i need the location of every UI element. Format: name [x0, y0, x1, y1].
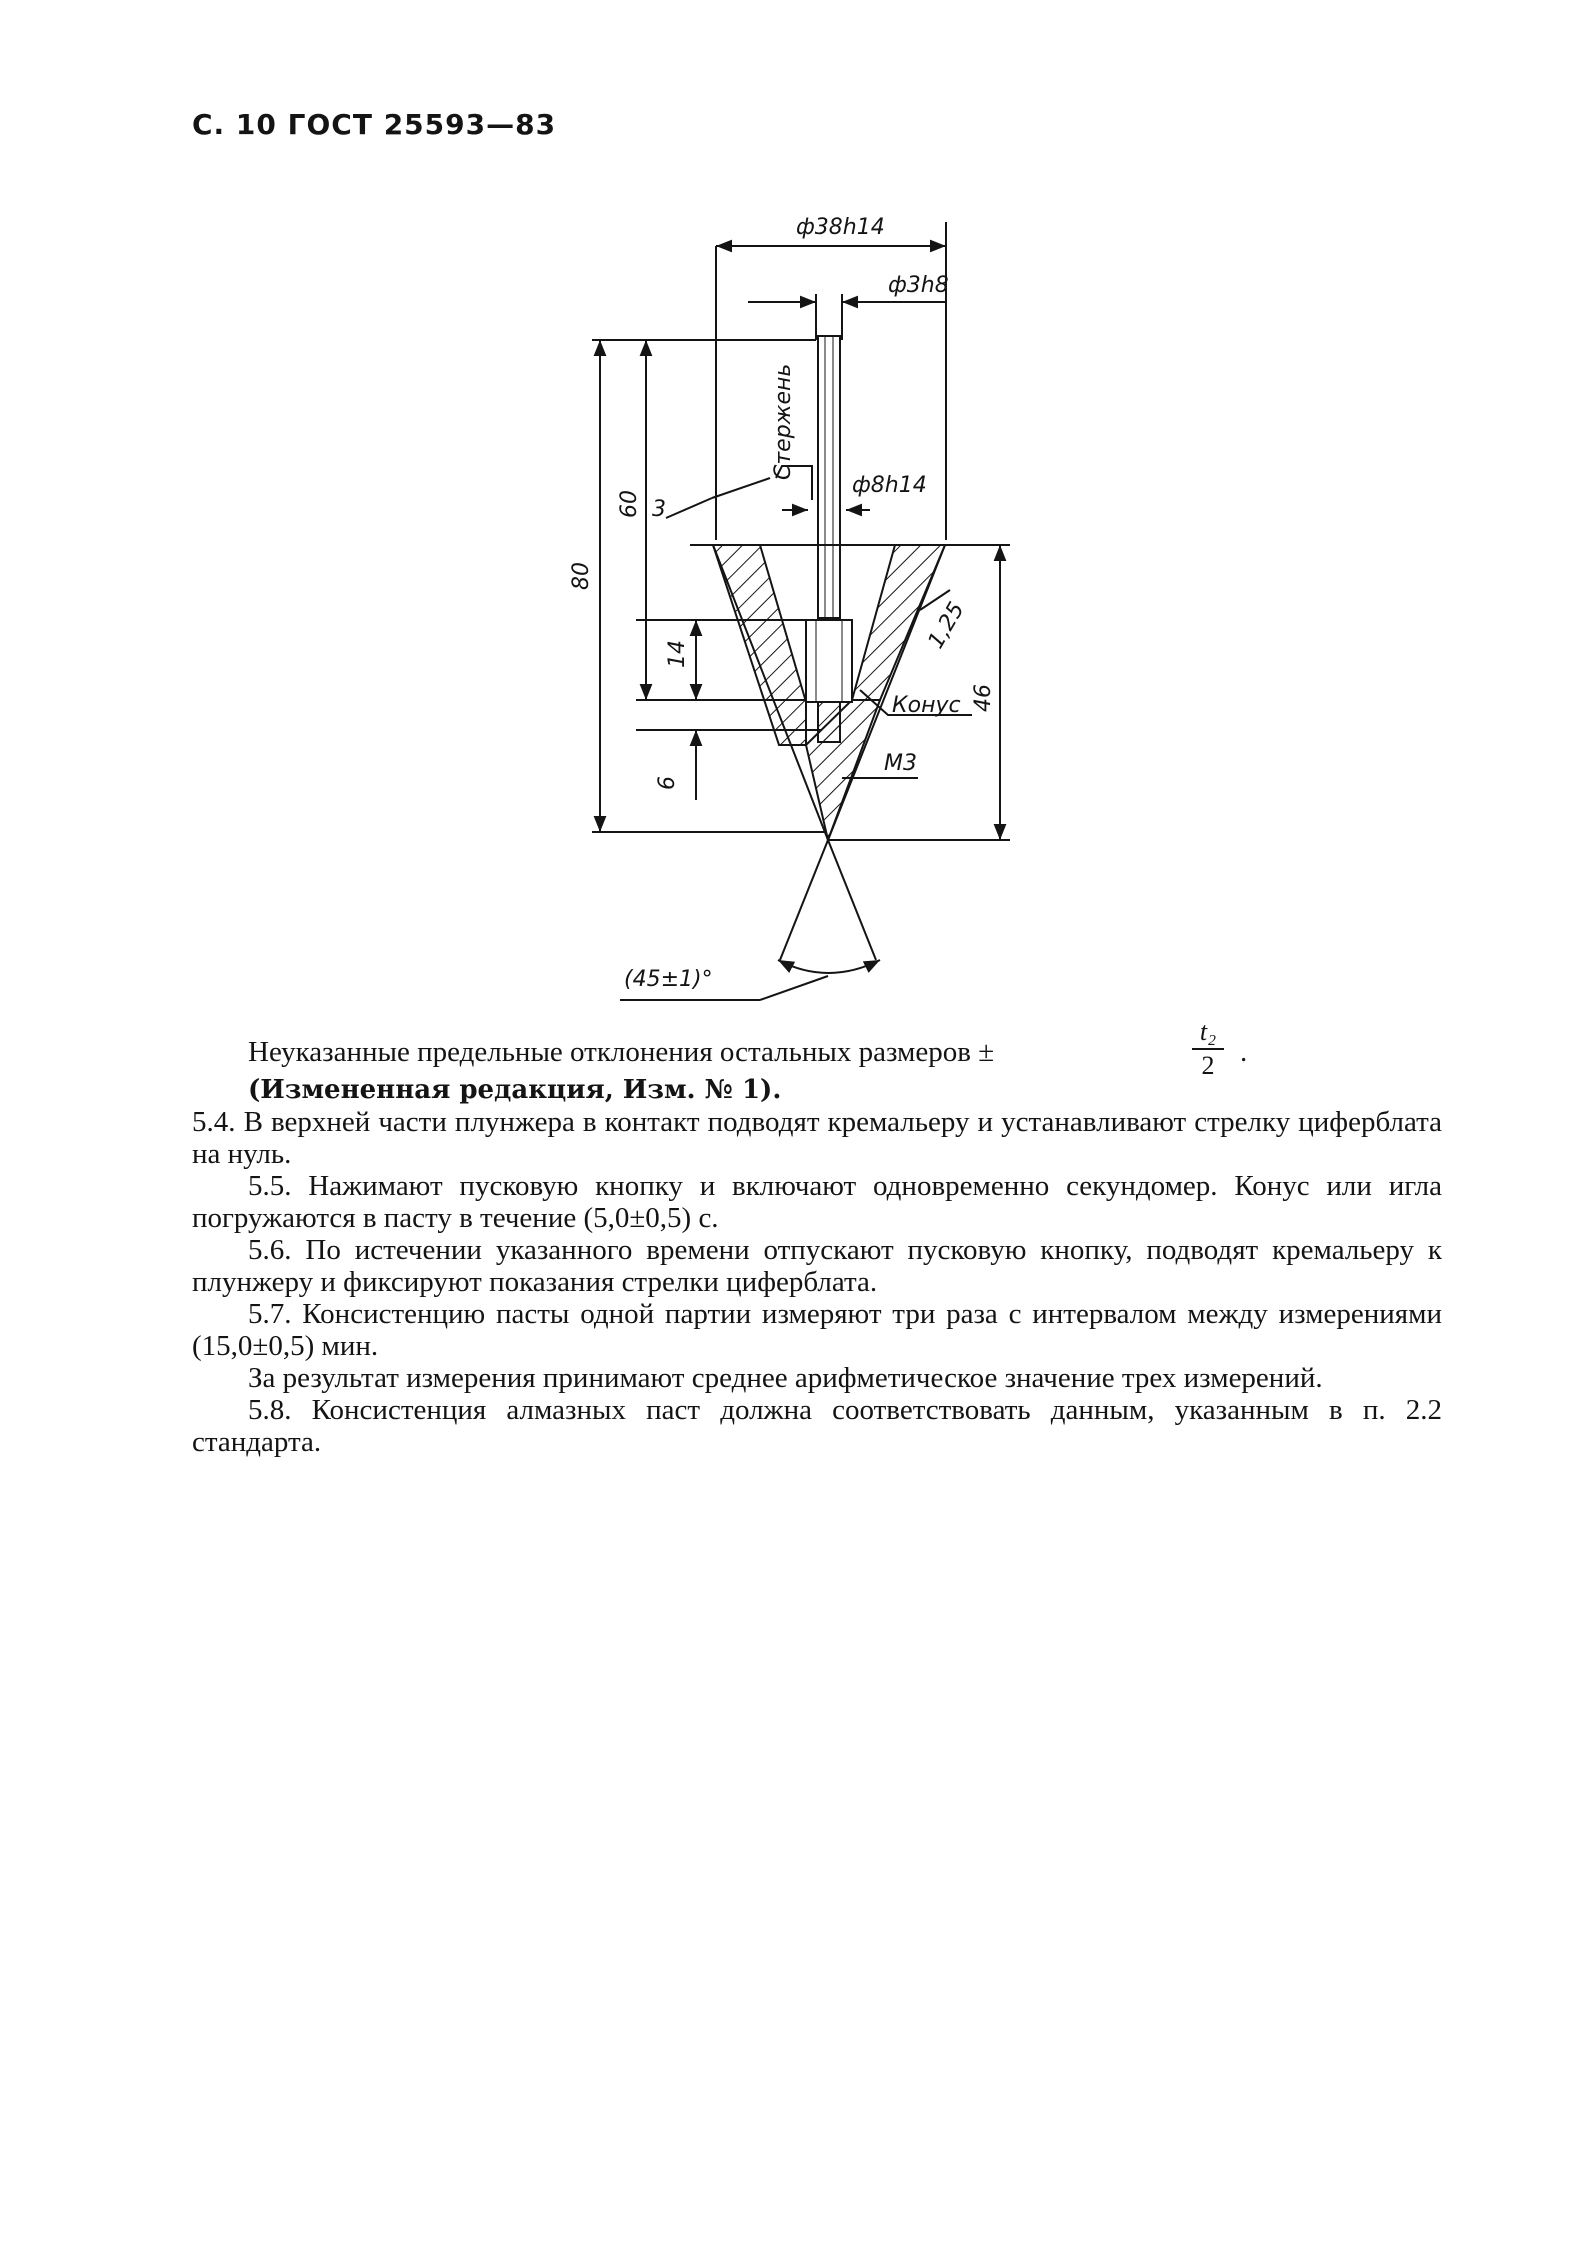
dim-3: 3: [652, 497, 666, 522]
note-period: .: [1240, 1036, 1248, 1068]
dim-6: 6: [655, 776, 680, 790]
amendment-note: (Измененная редакция, Изм. № 1).: [248, 1075, 782, 1105]
tolerance-note-text: Неуказанные предельные отклонения остальных размеров ±: [248, 1036, 995, 1068]
document-body: [192, 1017, 1442, 1458]
fraction-numerator: t₂: [1199, 1017, 1217, 1046]
page-header: С. 10 ГОСТ 25593—83: [192, 108, 557, 141]
label-rod: Стержень: [771, 363, 796, 480]
dim-outer-diameter: ф38h14: [796, 215, 885, 240]
tolerance-note: [248, 1017, 1442, 1080]
dim-14: 14: [665, 640, 690, 668]
dim-60: 60: [617, 490, 642, 518]
dim-sleeve-diameter: ф8h14: [852, 473, 927, 498]
label-thread: М3: [884, 751, 917, 776]
paragraph-5-4: 5.4. В верхней части плунжера в контакт подводят кремальеру и устанавливают стрелку циферблата на нуль.: [192, 1106, 1442, 1170]
cone-plunger-drawing: [560, 205, 1040, 1005]
dim-rod-diameter: ф3h8: [888, 273, 949, 298]
fraction-denominator: 2: [1201, 1051, 1215, 1080]
paragraph-5-7: 5.7. Консистенцию пасты одной партии измеряют три раза с интервалом между измерениями (15,0±0,5) мин.: [192, 1298, 1442, 1362]
tolerance-fraction: [1188, 1018, 1228, 1080]
dim-wall: 1,25: [923, 598, 970, 653]
paragraph-result: За результат измерения принимают среднее арифметическое значение трех измерений.: [248, 1362, 1323, 1394]
dim-angle: (45±1)°: [624, 967, 713, 992]
paragraph-5-5: 5.5. Нажимают пусковую кнопку и включают одновременно секундомер. Конус или игла погружаются в пасту в течение (5,0±0,5) с.: [192, 1170, 1442, 1234]
label-cone: Конус: [892, 693, 961, 718]
dim-total-height: 80: [569, 562, 594, 590]
paragraph-5-6: 5.6. По истечении указанного времени отпускают пусковую кнопку, подводят кремальеру к плунжеру и фиксируют показания стрелки циферблата.: [192, 1234, 1442, 1298]
paragraph-5-8: 5.8. Консистенция алмазных паст должна соответствовать данным, указанным в п. 2.2 стандарта.: [192, 1394, 1442, 1458]
dim-46: 46: [971, 684, 996, 712]
